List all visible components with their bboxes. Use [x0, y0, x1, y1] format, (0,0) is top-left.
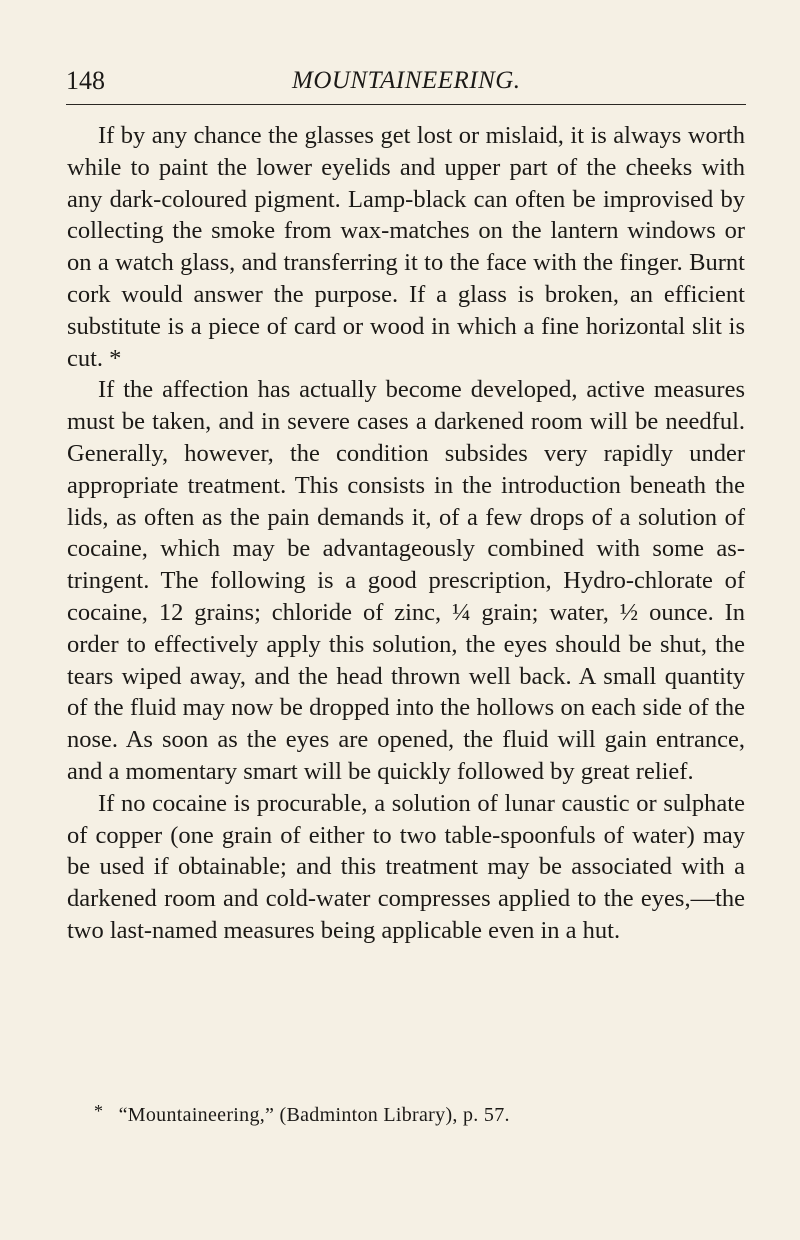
- footnote: [94, 1099, 510, 1127]
- paragraph-glasses-lost: If by any chance the glasses get lost or mislaid, it is always worth while to paint the lower eyelids and upper part of the cheeks with any dark-coloured pigment. Lamp-black can often be improvised by collecting the smoke from wax-matches on the lantern windows or on a watch glass, and transferring it to the face with the finger. Burnt cork would answer the purpose. If a glass is broken, an efficient substitute is a piece of card or wood in which a fine horizontal slit is cut. *: [67, 122, 745, 372]
- page-header: [66, 66, 746, 106]
- paragraph-treatment: If the affection has actually become developed, active measures must be taken, and in severe cases a darkened room will be needful. Generally, however, the condition subsides very rapidly under appropriate treatment. This consists in the introduction beneath the lids, as often as the pain demands it, of a few drops of a solution of cocaine, which may be advantageously combined with some as-tringent. The following is a good prescription, Hydro-chlorate of cocaine, 12 grains; chloride of zinc, ¼ grain; water, ½ ounce. In order to effectively apply this solution, the eyes should be shut, the tears wiped away, and the head thrown well back. A small quantity of the fluid may now be dropped into the hollows on each side of the nose. As soon as the eyes are opened, the fluid will gain entrance, and a momentary smart will be quickly followed by great relief.: [67, 376, 745, 785]
- footnote-marker: *: [94, 1101, 104, 1121]
- body-text: [67, 120, 745, 947]
- paragraph-alternative-treatment: If no cocaine is procurable, a solution of lunar caustic or sulphate of copper (one grain of either to two table-spoonfuls of water) may be used if obtainable; and this treatment may be associated with a darkened room and cold-water compresses applied to the eyes,—the two last-named measures being applicable even in a hut.: [67, 789, 745, 944]
- header-rule: [66, 104, 746, 105]
- footnote-text: “Mountaineering,” (Badminton Library), p. 57.: [118, 1104, 510, 1126]
- page-number: 148: [66, 66, 105, 95]
- running-title: MOUNTAINEERING.: [292, 67, 521, 94]
